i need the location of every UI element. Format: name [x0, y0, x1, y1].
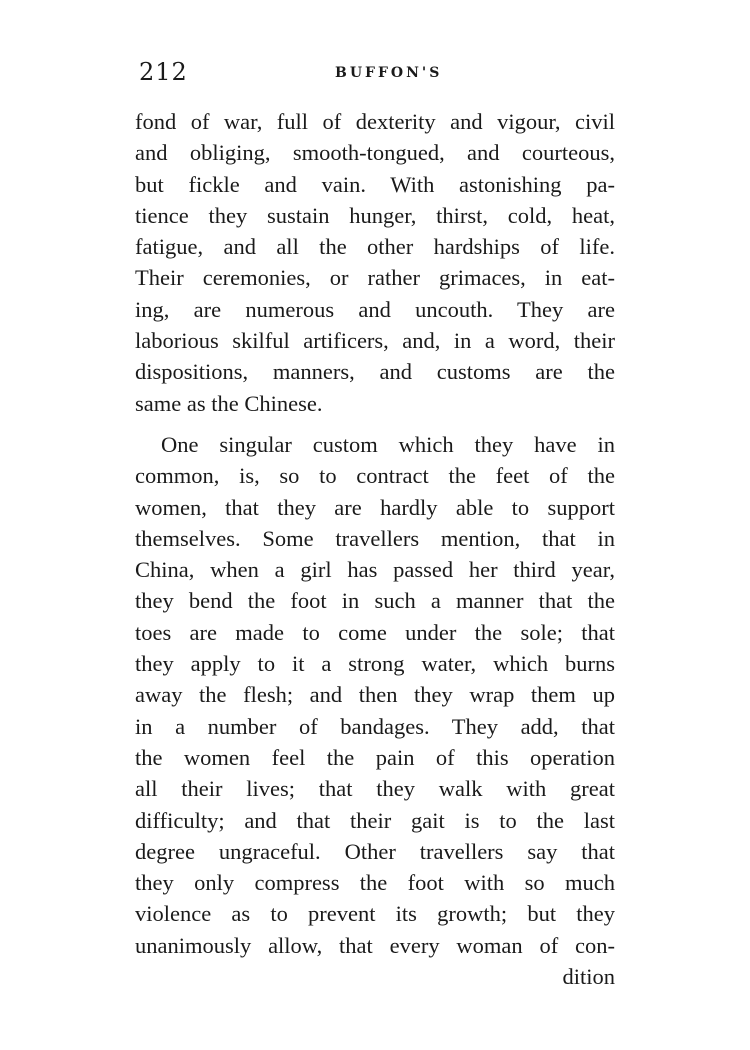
catchword: dition	[562, 964, 615, 990]
text-line: degree ungraceful. Other travellers say that	[135, 838, 615, 864]
page-number: 212	[139, 58, 188, 86]
text-line: One singular custom which they have in	[161, 431, 615, 457]
text-line: difficulty; and that their gait is to the last	[135, 807, 615, 833]
paragraph-2	[135, 429, 615, 961]
paragraph-gap	[135, 419, 615, 429]
text-line: fond of war, full of dexterity and vigour, civil	[135, 109, 615, 134]
text-line: but fickle and vain. With astonishing pa-	[135, 171, 615, 197]
running-head: BUFFON'S	[335, 65, 443, 81]
text-line: common, is, so to contract the feet of the	[135, 463, 615, 489]
text-line: they only compress the foot with so much	[135, 870, 615, 896]
text-line: themselves. Some travellers mention, that in	[135, 525, 615, 551]
text-line: China, when a girl has passed her third year,	[135, 557, 615, 583]
text-line: they apply to it a strong water, which burns	[135, 651, 615, 677]
text-line: all their lives; that they walk with great	[135, 776, 615, 802]
text-line: dispositions, manners, and customs are the	[135, 359, 615, 385]
text-line: same as the Chinese.	[135, 390, 323, 416]
text-line: ing, are numerous and uncouth. They are	[135, 296, 615, 322]
text-line: and obliging, smooth-tongued, and courteous,	[135, 140, 615, 166]
text-line: fatigue, and all the other hardships of life.	[135, 234, 615, 260]
text-line: unanimously allow, that every woman of con-	[135, 932, 615, 958]
text-line: laborious skilful artificers, and, in a word, their	[135, 328, 615, 354]
text-line: the women feel the pain of this operation	[135, 744, 615, 770]
text-line: toes are made to come under the sole; that	[135, 619, 615, 645]
text-line: in a number of bandages. They add, that	[135, 713, 615, 739]
text-line: violence as to prevent its growth; but they	[135, 901, 615, 927]
text-line: tience they sustain hunger, thirst, cold, heat,	[135, 202, 615, 228]
text-line: Their ceremonies, or rather grimaces, in eat-	[135, 265, 615, 291]
paragraph-1	[135, 106, 615, 419]
body-text	[135, 106, 615, 992]
text-line: women, that they are hardly able to support	[135, 494, 615, 520]
text-line: they bend the foot in such a manner that the	[135, 588, 615, 614]
page-header	[135, 58, 615, 92]
text-line: away the flesh; and then they wrap them up	[135, 682, 615, 708]
